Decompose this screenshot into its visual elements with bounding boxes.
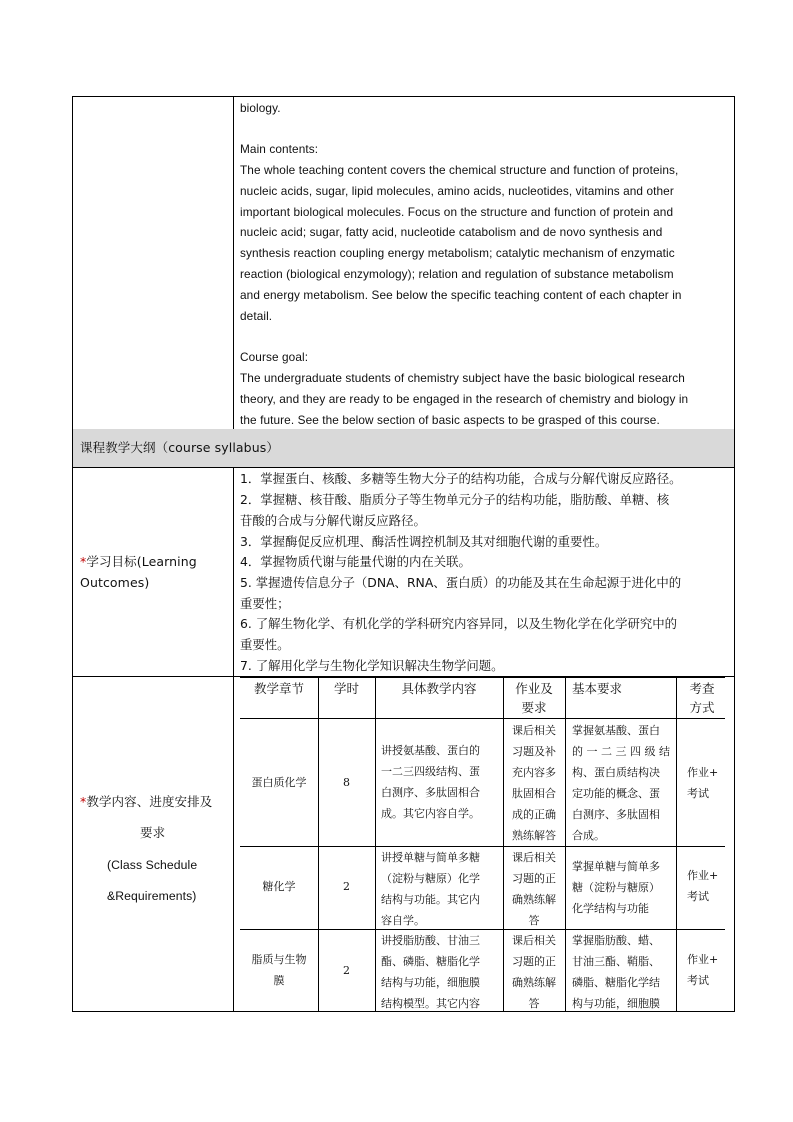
- course-goal-line: The undergraduate students of chemistry subject have the basic biological research: [240, 371, 685, 385]
- homework-line: 熟练解答: [512, 829, 556, 842]
- homework-line: 习题的正: [512, 872, 556, 885]
- basic-line: 构、蛋白质结构决: [572, 766, 660, 779]
- content-line: 讲授单糖与简单多糖: [381, 851, 480, 864]
- learning-outcome-line: 7. 了解用化学与生物化学知识解决生物学问题。: [240, 658, 504, 673]
- content-line: 结构模型。其它内容: [381, 997, 480, 1010]
- exam-line: 考试: [687, 890, 709, 903]
- header-exam-2: 方式: [689, 700, 715, 715]
- main-contents-line: detail.: [240, 309, 273, 323]
- inner-col-divider: [676, 676, 677, 1012]
- homework-line: 成的正确: [512, 808, 556, 821]
- exam-line: 考试: [687, 787, 709, 800]
- required-marker: *: [80, 554, 87, 569]
- top-cell-line: biology.: [240, 101, 281, 115]
- content-line: 结构与功能。其它内: [381, 893, 480, 906]
- course-goal-line: theory, and they are ready to be engaged in the research of chemistry and biology in: [240, 392, 689, 406]
- main-contents-line: reaction (biological enzymology); relation and regulation of substance metabolism: [240, 267, 674, 281]
- schedule-label: [80, 792, 212, 813]
- row1-exam: [687, 762, 727, 804]
- content-line: 讲授脂肪酸、甘油三: [381, 934, 480, 947]
- row2-hours: 2: [343, 880, 350, 893]
- row3-chapter: [240, 949, 318, 991]
- homework-line: 充内容多: [512, 766, 556, 779]
- inner-row-divider: [240, 718, 725, 719]
- basic-line: 掌握脂肪酸、蜡、: [572, 934, 660, 947]
- chapter-line: 膜: [273, 974, 285, 987]
- inner-col-divider: [375, 676, 376, 1012]
- homework-line: 课后相关: [512, 934, 556, 947]
- inner-col-divider: [565, 676, 566, 1012]
- header-homework: 作业及: [515, 681, 553, 696]
- basic-line: 化学结构与功能: [572, 902, 649, 915]
- row-divider: [72, 467, 735, 468]
- header-basic: 基本要求: [572, 681, 623, 696]
- exam-line: 考试: [687, 974, 709, 987]
- header-content: 具体教学内容: [401, 681, 477, 696]
- main-contents-heading: Main contents:: [240, 142, 319, 156]
- header-exam: 考查: [689, 681, 715, 696]
- row3-homework: [503, 930, 565, 1014]
- learning-outcome-line: 重要性；: [240, 596, 290, 611]
- homework-line: 确熟练解: [512, 976, 556, 989]
- basic-line: 甘油三酯、鞘脂、: [572, 955, 660, 968]
- course-goal-line: the future. See the below section of basic aspects to be grasped of this course.: [240, 413, 660, 427]
- schedule-label-3: (Class Schedule: [107, 858, 198, 872]
- exam-line: 作业+: [687, 953, 719, 966]
- main-contents-line: The whole teaching content covers the chemical structure and function of proteins,: [240, 163, 679, 177]
- row2-content: [381, 847, 501, 931]
- homework-line: 课后相关: [512, 724, 556, 737]
- homework-line: 答: [528, 914, 540, 927]
- basic-line: 白测序、多肽固相: [572, 808, 660, 821]
- header-homework-2: 要求: [521, 700, 547, 715]
- basic-line: 糖（淀粉与糖原）: [572, 881, 660, 894]
- content-line: 酯、磷脂、糖脂化学: [381, 955, 480, 968]
- basic-line: 磷脂、糖脂化学结: [572, 976, 660, 989]
- basic-line: 构与功能，细胞膜: [572, 997, 660, 1010]
- homework-line: 习题的正: [512, 955, 556, 968]
- row3-content: [381, 930, 501, 1014]
- learning-outcome-line: 4．掌握物质代谢与能量代谢的内在关联。: [240, 554, 471, 569]
- schedule-label-2: 要求: [140, 825, 166, 840]
- schedule-label-4: &Requirements): [107, 889, 197, 903]
- chapter-line: 脂质与生物: [251, 953, 307, 966]
- row1-basic: [572, 720, 674, 846]
- learning-outcomes-label-2: Outcomes): [80, 575, 150, 590]
- content-line: 容自学。: [381, 914, 425, 927]
- course-goal-heading: Course goal:: [240, 350, 309, 364]
- main-contents-line: important biological molecules. Focus on the structure and function of protein and: [240, 205, 674, 219]
- column-divider: [233, 96, 234, 429]
- column-divider: [233, 467, 234, 1012]
- main-contents-line: nucleic acids, sugar, lipid molecules, amino acids, nucleotides, vitamins and other: [240, 184, 674, 198]
- basic-line: 定功能的概念、蛋: [572, 787, 660, 800]
- homework-line: 课后相关: [512, 851, 556, 864]
- row2-homework: [503, 847, 565, 931]
- basic-line: 掌握氨基酸、蛋白: [572, 724, 660, 737]
- header-hours: 学时: [333, 681, 359, 696]
- learning-outcome-line: 2．掌握糖、核苷酸、脂质分子等生物单元分子的结构功能，脂肪酸、单糖、核: [240, 492, 670, 507]
- syllabus-header: 课程教学大纲（course syllabus）: [80, 440, 279, 455]
- header-chapter: 教学章节: [253, 681, 304, 696]
- row1-hours: 8: [343, 776, 350, 789]
- homework-line: 习题及补: [512, 745, 556, 758]
- required-marker: *: [80, 794, 87, 809]
- row1-content: [381, 740, 501, 824]
- basic-line: 掌握单糖与简单多: [572, 860, 660, 873]
- row3-exam: [687, 949, 727, 991]
- row1-homework: [503, 720, 565, 846]
- row1-chapter: 蛋白质化学: [251, 776, 307, 789]
- content-line: （淀粉与糖原）化学: [381, 872, 480, 885]
- content-line: 结构与功能，细胞膜: [381, 976, 480, 989]
- learning-outcomes-label-text: 学习目标(Learning: [86, 554, 197, 569]
- row2-chapter: 糖化学: [262, 880, 296, 893]
- main-contents-line: nucleic acid; sugar, fatty acid, nucleotide catabolism and de novo synthesis and: [240, 225, 663, 239]
- homework-line: 确熟练解: [512, 893, 556, 906]
- learning-outcome-line: 5. 掌握遗传信息分子（DNA、RNA、蛋白质）的功能及其在生命起源于进化中的: [240, 575, 682, 590]
- learning-outcome-line: 6. 了解生物化学、有机化学的学科研究内容异同，以及生物化学在化学研究中的: [240, 616, 678, 631]
- exam-line: 作业+: [687, 766, 719, 779]
- homework-line: 肽固相合: [512, 787, 556, 800]
- row3-hours: 2: [343, 964, 350, 977]
- main-contents-line: and energy metabolism. See below the specific teaching content of each chapter in: [240, 288, 682, 302]
- basic-line: 合成。: [572, 829, 605, 842]
- exam-line: 作业+: [687, 869, 719, 882]
- row2-basic: [572, 856, 674, 919]
- learning-outcome-line: 重要性。: [240, 637, 290, 652]
- schedule-label-text: 教学内容、进度安排及: [86, 794, 213, 809]
- content-line: 成。其它内容自学。: [381, 807, 480, 820]
- main-contents-line: synthesis reaction coupling energy metabolism; catalytic mechanism of enzymatic: [240, 246, 675, 260]
- basic-line: 的 一 二 三 四 级 结: [572, 745, 670, 758]
- learning-outcome-line: 1．掌握蛋白、核酸、多糖等生物大分子的结构功能，合成与分解代谢反应路径。: [240, 471, 682, 486]
- content-line: 讲授氨基酸、蛋白的: [381, 744, 480, 757]
- content-line: 白测序、多肽固相合: [381, 786, 480, 799]
- learning-outcomes-label: [80, 552, 197, 573]
- learning-outcome-line: 苷酸的合成与分解代谢反应路径。: [240, 513, 426, 528]
- learning-outcome-line: 3．掌握酶促反应机理、酶活性调控机制及其对细胞代谢的重要性。: [240, 534, 608, 549]
- row3-basic: [572, 930, 674, 1014]
- content-line: 一二三四级结构、蛋: [381, 765, 480, 778]
- row2-exam: [687, 865, 727, 907]
- homework-line: 答: [528, 997, 540, 1010]
